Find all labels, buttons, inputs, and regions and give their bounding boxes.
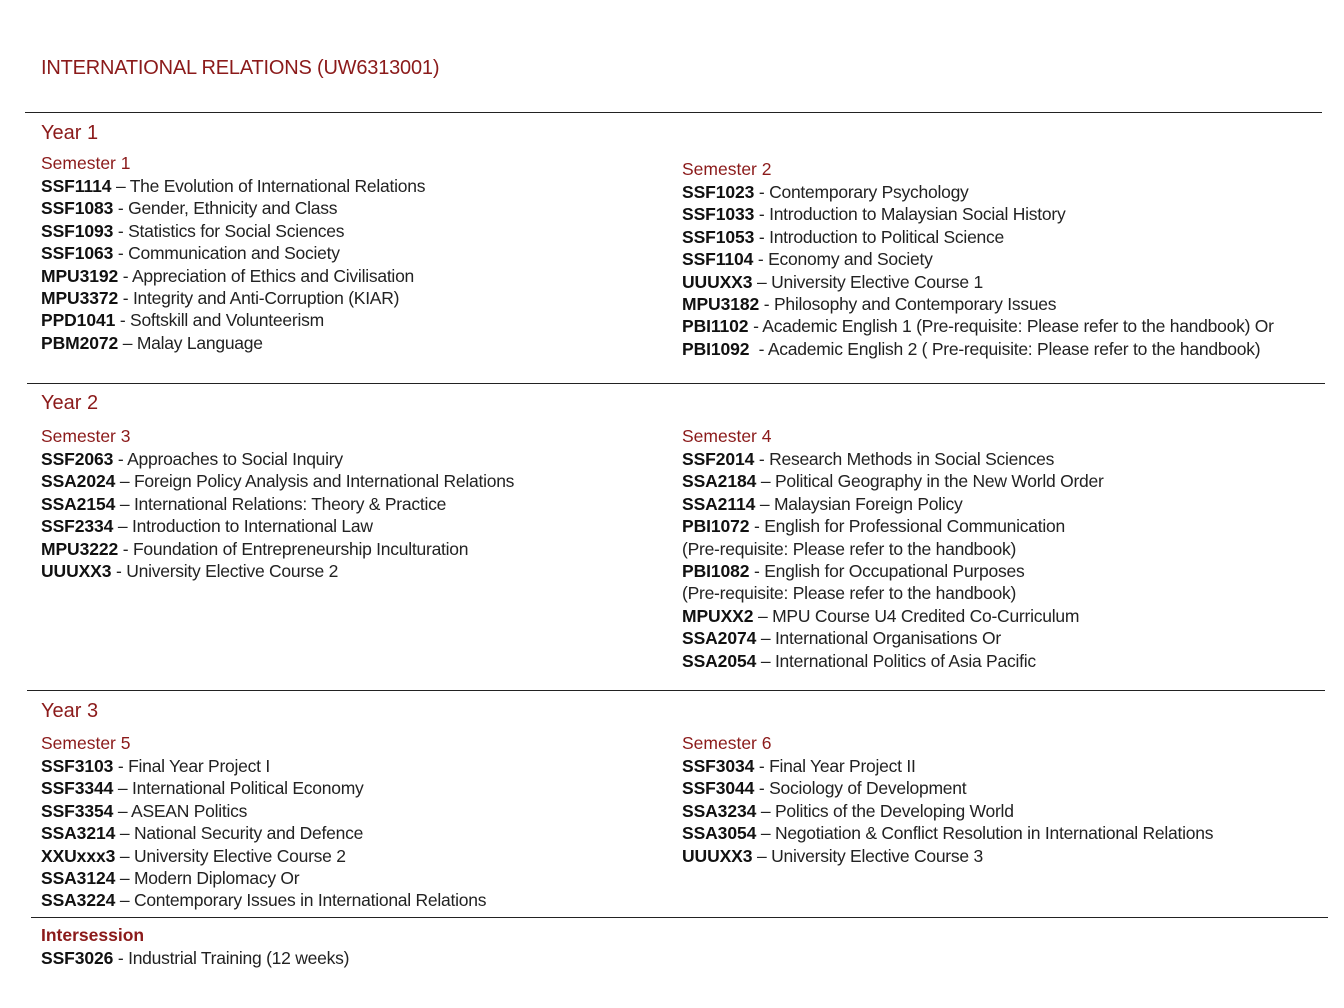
course-separator: – <box>115 493 134 514</box>
course-title: Appreciation of Ethics and Civilisation <box>131 265 415 286</box>
course-separator: – <box>756 823 775 844</box>
course-item <box>682 271 1274 293</box>
course-code: PBI1092 <box>682 338 750 359</box>
semester-2-course-list <box>682 181 1274 360</box>
course-code: XXUxxx3 <box>41 845 116 866</box>
course-code: UUUXX3 <box>41 561 112 582</box>
course-code: SSA2184 <box>682 471 757 492</box>
course-item <box>682 650 1104 672</box>
course-title: Contemporary Psychology <box>769 182 969 202</box>
semester-4-heading: Semester 4 <box>682 426 772 446</box>
course-title: National Security and Defence <box>133 823 364 844</box>
course-item <box>41 332 425 354</box>
course-separator: - <box>115 310 131 331</box>
course-item <box>682 627 1104 649</box>
course-code: SSA3214 <box>41 823 116 844</box>
course-code: SSF2334 <box>41 516 114 537</box>
course-item <box>41 175 425 197</box>
course-separator: - <box>118 538 133 559</box>
course-item <box>682 315 1274 337</box>
course-code: SSF3044 <box>682 778 755 799</box>
course-separator: – <box>753 605 773 626</box>
course-item <box>41 560 514 582</box>
course-title: University Elective Course 1 <box>771 271 983 292</box>
course-separator: – <box>118 332 137 353</box>
course-separator: – <box>756 471 775 492</box>
course-title: Negotiation & Conflict Resolution in International Relations <box>774 823 1214 844</box>
course-item <box>682 845 1213 867</box>
course-separator: - <box>113 449 128 469</box>
course-separator: - <box>111 561 127 582</box>
course-code: SSA3124 <box>41 868 116 889</box>
course-title: Research Methods in Social Sciences <box>769 449 1055 469</box>
course-code: SSF1114 <box>41 176 112 196</box>
course-item <box>41 947 349 969</box>
course-code: SSF1033 <box>682 204 755 225</box>
course-title: The Evolution of International Relations <box>129 176 426 196</box>
course-separator: - <box>113 243 129 264</box>
course-item <box>41 867 486 889</box>
course-separator: – <box>752 845 772 866</box>
course-item <box>41 287 425 309</box>
course-item <box>41 220 425 242</box>
semester-4-course-list <box>682 448 1104 672</box>
course-item <box>41 448 514 470</box>
course-item <box>682 338 1274 360</box>
course-code: SSA3234 <box>682 800 757 821</box>
course-item <box>682 493 1104 515</box>
intersession-heading: Intersession <box>41 925 145 945</box>
course-title: MPU Course U4 Credited Co-Curriculum <box>772 605 1080 626</box>
course-code: UUUXX3 <box>682 845 753 866</box>
course-item <box>682 822 1213 844</box>
course-item <box>682 755 1213 777</box>
course-title: Politics of the Developing World <box>774 800 1014 821</box>
course-code: SSF3034 <box>682 756 755 776</box>
semester-5-heading: Semester 5 <box>41 733 131 753</box>
course-item <box>41 845 486 867</box>
course-title: International Politics of Asia Pacific <box>774 650 1036 671</box>
course-title: Sociology of Development <box>769 778 967 799</box>
course-title: Introduction to International Law <box>131 516 373 537</box>
course-separator: - <box>113 948 129 968</box>
course-code: SSA3224 <box>41 890 116 911</box>
semester-1-course-list <box>41 175 425 354</box>
divider <box>31 917 1328 918</box>
course-code: SSF1063 <box>41 243 114 264</box>
semester-3-course-list <box>41 448 514 582</box>
course-title: International Political Economy <box>131 778 364 799</box>
course-title: Communication and Society <box>128 243 340 264</box>
course-item <box>682 226 1274 248</box>
course-code: MPU3182 <box>682 294 760 315</box>
course-separator: – <box>756 628 775 649</box>
course-separator: - <box>754 226 770 247</box>
course-title: Final Year Project II <box>769 756 916 776</box>
course-code: SSA2154 <box>41 493 116 514</box>
course-code: MPU3222 <box>41 538 119 559</box>
course-separator: - <box>118 288 133 309</box>
course-title: Final Year Project I <box>128 756 270 776</box>
course-separator: - <box>118 265 132 286</box>
course-separator: – <box>756 800 775 821</box>
course-code: SSF2063 <box>41 449 114 469</box>
course-title: University Elective Course 2 <box>126 561 339 582</box>
course-code: SSF3344 <box>41 778 114 799</box>
course-separator: - <box>748 316 763 337</box>
course-title: Contemporary Issues in International Relations <box>133 890 487 911</box>
course-title: Integrity and Anti-Corruption (KIAR) <box>132 288 400 309</box>
course-item <box>682 800 1213 822</box>
course-title: Malaysian Foreign Policy <box>773 493 963 514</box>
course-item <box>41 197 425 219</box>
course-title: Academic English 2 ( Pre-requisite: Please refer to the handbook) <box>767 338 1261 359</box>
course-title: Softskill and Volunteerism <box>130 310 324 331</box>
course-item <box>682 605 1104 627</box>
course-code: SSA2114 <box>682 493 756 514</box>
course-item <box>682 181 1274 203</box>
year-1-heading: Year 1 <box>41 122 99 144</box>
semester-5-course-list <box>41 755 486 912</box>
semester-3-heading: Semester 3 <box>41 426 131 446</box>
year-3-heading: Year 3 <box>41 700 99 722</box>
course-item <box>41 242 425 264</box>
course-title: Introduction to Political Science <box>769 226 1005 247</box>
semester-6-course-list <box>682 755 1213 867</box>
course-separator: - <box>753 249 769 270</box>
course-code: PBI1102 <box>682 316 749 337</box>
course-separator: – <box>115 890 134 911</box>
divider <box>25 112 1322 113</box>
course-title: University Elective Course 3 <box>771 845 983 866</box>
divider <box>27 383 1325 384</box>
course-code: SSF3103 <box>41 756 114 776</box>
course-item <box>41 265 425 287</box>
course-item <box>41 777 486 799</box>
course-code: SSF3354 <box>41 800 114 821</box>
course-title: International Relations: Theory & Practice <box>133 493 447 514</box>
course-separator: – <box>755 493 774 514</box>
course-title: Introduction to Malaysian Social History <box>769 204 1066 225</box>
course-note <box>682 538 1104 560</box>
course-title: Political Geography in the New World Order <box>774 471 1104 492</box>
course-separator: - <box>749 561 765 582</box>
course-note <box>682 582 1104 604</box>
course-separator: - <box>754 449 770 469</box>
course-item <box>41 800 486 822</box>
course-separator: - <box>113 198 129 219</box>
course-code: SSF1104 <box>682 249 754 270</box>
course-separator: - <box>749 338 768 359</box>
course-item <box>682 470 1104 492</box>
course-code: SSA2024 <box>41 471 116 492</box>
course-code: UUUXX3 <box>682 271 753 292</box>
course-title: University Elective Course 2 <box>133 845 346 866</box>
course-title: Foreign Policy Analysis and International Relations <box>133 471 515 492</box>
course-title: Economy and Society <box>768 249 933 270</box>
course-code: MPU3372 <box>41 288 119 309</box>
course-title: Modern Diplomacy Or <box>133 868 300 889</box>
course-separator: - <box>759 294 774 315</box>
course-code: PPD1041 <box>41 310 116 331</box>
course-title: English for Occupational Purposes <box>764 561 1025 582</box>
course-code: SSA2074 <box>682 628 757 649</box>
course-code: MPUXX2 <box>682 605 754 626</box>
course-item <box>41 493 514 515</box>
course-code: SSF1083 <box>41 198 114 219</box>
course-item <box>682 515 1104 537</box>
semester-6-heading: Semester 6 <box>682 733 772 753</box>
course-title: International Organisations Or <box>774 628 1001 649</box>
course-title: Approaches to Social Inquiry <box>127 449 343 469</box>
course-code: SSA2054 <box>682 650 757 671</box>
course-separator: – <box>115 845 134 866</box>
course-code: SSF2014 <box>682 449 755 469</box>
course-title: Academic English 1 (Pre-requisite: Please refer to the handbook) Or <box>762 316 1274 337</box>
course-code: PBM2072 <box>41 332 119 353</box>
year-2-heading: Year 2 <box>41 392 99 414</box>
course-separator: – <box>115 823 134 844</box>
course-separator: – <box>115 471 134 492</box>
course-title: Gender, Ethnicity and Class <box>128 198 338 219</box>
course-code: MPU3192 <box>41 265 119 286</box>
course-title: English for Professional Communication <box>764 516 1066 537</box>
semester-2-heading: Semester 2 <box>682 159 772 179</box>
course-separator: - <box>749 516 765 537</box>
course-title: Foundation of Entrepreneurship Inculturation <box>132 538 469 559</box>
course-separator: - <box>754 756 770 776</box>
course-item <box>682 203 1274 225</box>
course-title: Statistics for Social Sciences <box>128 220 345 241</box>
course-title: Philosophy and Contemporary Issues <box>773 294 1057 315</box>
course-item <box>682 248 1274 270</box>
course-title: Industrial Training (12 weeks) <box>128 948 350 968</box>
page-title: INTERNATIONAL RELATIONS (UW6313001) <box>41 57 440 79</box>
course-separator: – <box>113 778 132 799</box>
course-separator: – <box>756 650 775 671</box>
divider <box>27 690 1325 691</box>
course-title: Malay Language <box>136 332 263 353</box>
course-item <box>41 822 486 844</box>
course-separator: – <box>115 868 134 889</box>
course-code: PBI1072 <box>682 516 750 537</box>
course-item <box>41 889 486 911</box>
course-code: SSF1023 <box>682 182 755 202</box>
semester-1-heading: Semester 1 <box>41 153 131 173</box>
intersession-course-list <box>41 947 349 969</box>
course-title: (Pre-requisite: Please refer to the handbook) <box>682 583 1017 604</box>
course-separator: – <box>111 176 130 196</box>
course-item <box>41 470 514 492</box>
course-code: SSA3054 <box>682 823 757 844</box>
course-separator: - <box>754 778 770 799</box>
course-title: ASEAN Politics <box>131 800 248 821</box>
course-code: SSF1053 <box>682 226 755 247</box>
course-separator: – <box>752 271 772 292</box>
course-item <box>682 560 1104 582</box>
course-item <box>682 448 1104 470</box>
course-item <box>41 515 514 537</box>
course-item <box>682 777 1213 799</box>
course-separator: - <box>113 756 129 776</box>
course-code: SSF3026 <box>41 948 114 968</box>
course-separator: - <box>754 182 770 202</box>
course-item <box>41 309 425 331</box>
course-code: PBI1082 <box>682 561 750 582</box>
course-item <box>41 755 486 777</box>
course-separator: – <box>113 516 132 537</box>
course-separator: - <box>754 204 770 225</box>
course-title: (Pre-requisite: Please refer to the handbook) <box>682 538 1017 559</box>
course-code: SSF1093 <box>41 220 114 241</box>
course-item <box>682 293 1274 315</box>
course-separator: - <box>113 220 129 241</box>
course-separator: – <box>113 800 132 821</box>
course-item <box>41 538 514 560</box>
